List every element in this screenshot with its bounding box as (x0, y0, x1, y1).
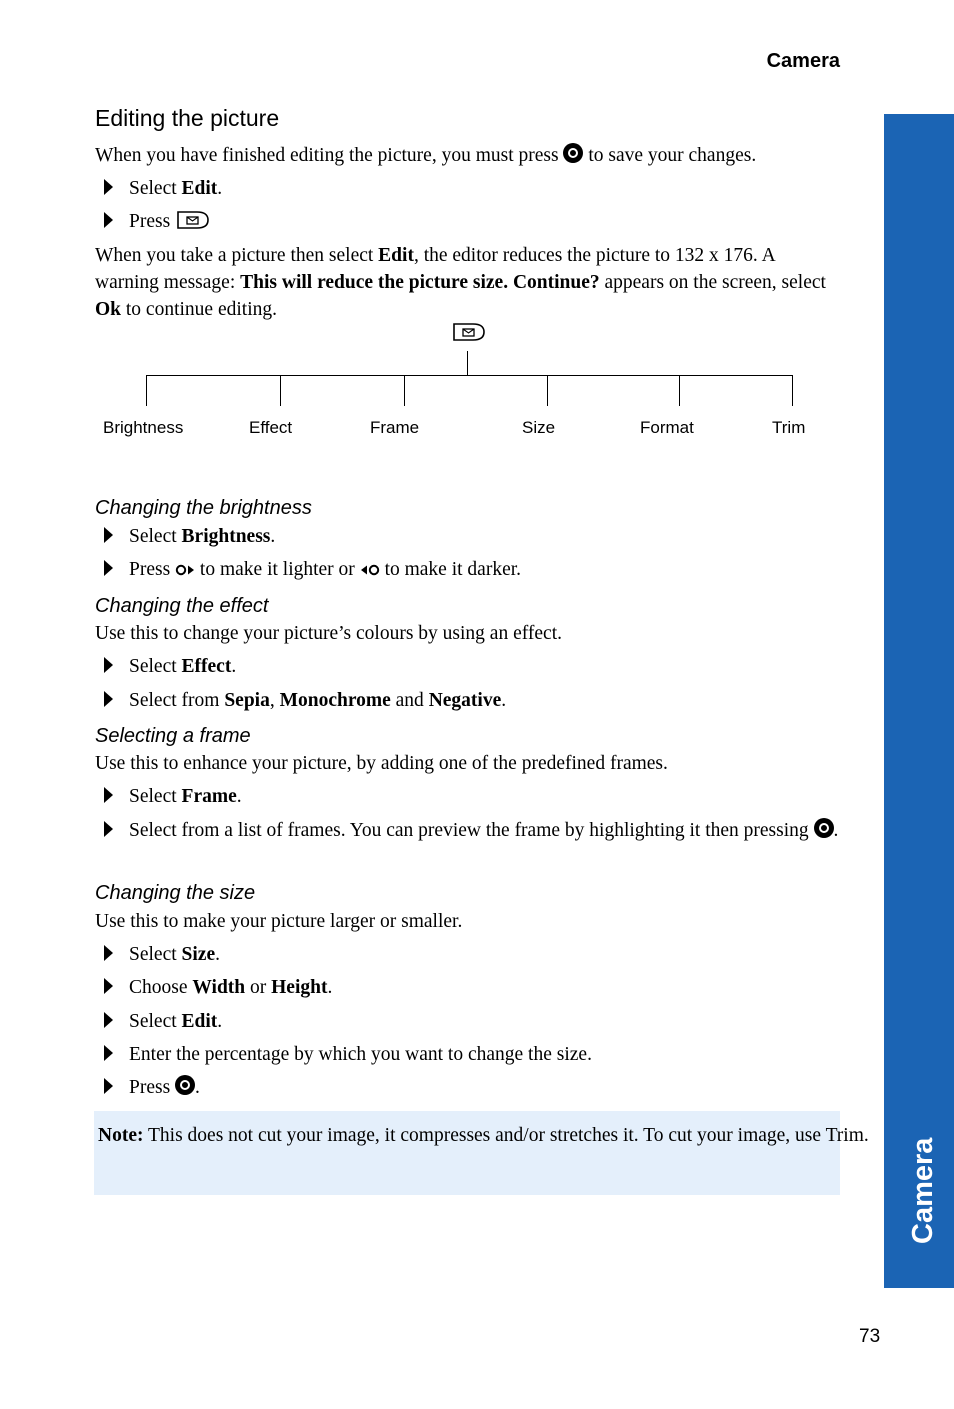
edit-warning-paragraph: When you take a picture then select Edit, the editor reduces the picture to 132 x 176. A warning message: This will reduce the picture size. Continue? appears on the screen, select Ok to continue editing. (95, 245, 826, 320)
bullet-arrow-icon (104, 691, 113, 707)
page-number: 73 (859, 1326, 881, 1347)
diagram-horizontal-line (146, 375, 793, 376)
note-text: Note: This does not cut your image, it compresses and/or stretches it. To cut your image, use Trim. (98, 1125, 869, 1146)
running-header: Camera (766, 50, 840, 72)
bullet-arrow-icon (104, 945, 113, 961)
bullet-arrow-icon (104, 560, 113, 576)
bullet-arrow-icon (104, 978, 113, 994)
subheading-frame: Selecting a frame (95, 725, 251, 747)
bullet-select-size: Select Size. (104, 941, 814, 968)
bullet-select-frame: Select Frame. (104, 783, 814, 810)
diagram-root-menu-key-icon (451, 322, 485, 342)
diagram-option-format: Format (640, 418, 694, 437)
bullet-press-ok: Press . (104, 1074, 814, 1101)
section-title: Editing the picture (95, 105, 280, 131)
diagram-branch (679, 375, 680, 406)
bullet-arrow-icon (104, 212, 113, 228)
bullet-arrow-icon (104, 527, 113, 543)
note-box (94, 1111, 869, 1195)
subheading-brightness: Changing the brightness (95, 497, 312, 519)
diagram-branch (280, 375, 281, 406)
bullet-enter-percentage: Enter the percentage by which you want to change the size. (104, 1041, 814, 1068)
menu-key-icon (175, 210, 209, 230)
diagram-branch (792, 375, 793, 406)
intro-paragraph: When you have finished editing the picture, you must press to save your changes. (95, 145, 757, 166)
ok-key-icon (563, 143, 583, 163)
subheading-size: Changing the size (95, 882, 256, 904)
nav-left-icon (360, 563, 380, 577)
bullet-select-edit: Select Edit. (104, 175, 814, 202)
diagram-option-size: Size (522, 418, 556, 437)
bullet-arrow-icon (104, 787, 113, 803)
bullet-press-nav: Press to make it lighter or to make it darker. (104, 556, 814, 583)
chapter-side-tab (884, 114, 954, 1288)
bullet-arrow-icon (104, 821, 113, 837)
diagram-option-frame: Frame (370, 418, 420, 437)
bullet-effect-options: Select from Sepia, Monochrome and Negative. (104, 687, 814, 714)
diagram-branch (404, 375, 405, 406)
bullet-press-menu: Press (104, 208, 814, 235)
diagram-branch (146, 375, 147, 406)
bullet-select-edit-size: Select Edit. (104, 1008, 814, 1035)
bullet-arrow-icon (104, 1078, 113, 1094)
bullet-arrow-icon (104, 179, 113, 195)
bullet-arrow-icon (104, 1045, 113, 1061)
diagram-option-effect: Effect (249, 418, 293, 437)
diagram-root-connector (467, 351, 468, 375)
subheading-effect: Changing the effect (95, 595, 269, 617)
bullet-frame-list: Select from a list of frames. You can preview the frame by highlighting it then pressing . (104, 817, 814, 844)
bullet-choose-dimension: Choose Width or Height. (104, 974, 814, 1001)
effect-description: Use this to change your picture’s colours by using an effect. (95, 623, 562, 644)
bullet-select-brightness: Select Brightness. (104, 523, 814, 550)
diagram-option-brightness: Brightness (103, 418, 184, 437)
side-tab-label: Camera (907, 1137, 939, 1244)
size-description: Use this to make your picture larger or smaller. (95, 911, 463, 932)
diagram-branch (547, 375, 548, 406)
nav-right-icon (175, 563, 195, 577)
bullet-arrow-icon (104, 657, 113, 673)
diagram-option-trim: Trim (772, 418, 806, 437)
ok-key-icon (175, 1075, 195, 1095)
ok-key-icon (814, 818, 834, 838)
bullet-select-effect: Select Effect. (104, 653, 814, 680)
frame-description: Use this to enhance your picture, by adding one of the predefined frames. (95, 753, 668, 774)
bullet-arrow-icon (104, 1012, 113, 1028)
